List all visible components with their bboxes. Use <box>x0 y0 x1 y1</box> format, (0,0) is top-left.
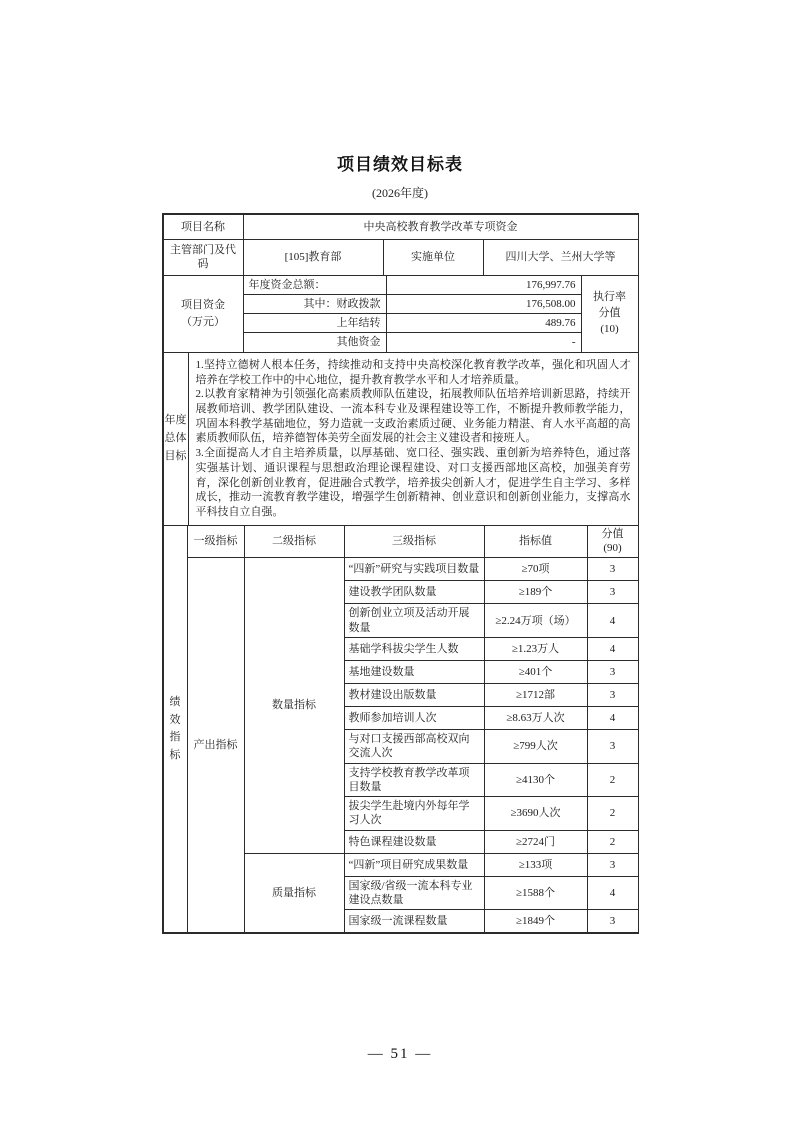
indicator-value: ≥2.24万项（场） <box>484 604 587 638</box>
indicator-score: 3 <box>587 683 638 706</box>
indicator-score: 2 <box>587 763 638 797</box>
indicator-score: 3 <box>587 558 638 581</box>
funding-section-label <box>163 275 243 352</box>
indicators-side-label: 绩效指标 <box>163 525 187 932</box>
indicator-score: 2 <box>587 797 638 831</box>
goal-paragraph: 3.全面提高人才自主培养质量，以厚基础、宽口径、强实践、重创新为培养特色，通过落实强基计划、通识课程与思想政治理论课程建设、对口支援西部地区高校，加强美育劳育，深化创新创业教育，促进融合式教学，培养拔尖创新人才，促进学生自主学习、多样成长，推动一流教育教学建设，增强学生创新精神、创业意识和创新创业能力，支撑高水平科技自立自强。 <box>195 447 631 519</box>
rate-line2: 分值 <box>598 306 621 319</box>
goal-paragraph: 1.坚持立德树人根本任务，持续推动和支持中央高校深化教育教学改革，强化和巩固人才培养在学校工作中的中心地位，提升教育教学水平和人才培养质量。 <box>195 358 631 386</box>
page-subtitle: (2026年度) <box>372 186 428 200</box>
header-level2: 二级指标 <box>244 525 344 558</box>
project-name-row <box>163 215 638 240</box>
indicator-score: 3 <box>587 729 638 763</box>
info-table <box>163 214 639 276</box>
indicator-name: 基地建设数量 <box>344 660 484 683</box>
indicator-name: “四新”研究与实践项目数量 <box>344 558 484 581</box>
level2-quantity-label: 数量指标 <box>244 558 344 853</box>
indicator-name: 基础学科拔尖学生人数 <box>344 637 484 660</box>
indicator-name: “四新”项目研究成果数量 <box>344 853 484 876</box>
indicator-value: ≥4130个 <box>484 763 587 797</box>
funding-row <box>163 275 638 294</box>
annual-goal-text <box>188 352 638 525</box>
indicator-name: 与对口支援西部高校双向交流人次 <box>344 729 484 763</box>
page-title: 项目绩效目标表 <box>337 155 463 174</box>
indicator-score: 3 <box>587 660 638 683</box>
project-name-value: 中央高校教育教学改革专项资金 <box>243 215 638 240</box>
funding-carryover-value: 489.76 <box>386 314 581 333</box>
indicator-value: ≥8.63万人次 <box>484 706 587 729</box>
indicator-value: ≥133项 <box>484 853 587 876</box>
funding-other-value: - <box>386 333 581 352</box>
indicator-score: 4 <box>587 706 638 729</box>
performance-target-table <box>162 213 639 934</box>
level1-output-label: 产出指标 <box>187 558 244 933</box>
header-value: 指标值 <box>484 525 587 558</box>
funding-fiscal-value: 176,508.00 <box>386 294 581 313</box>
rate-line3: (10) <box>600 322 619 335</box>
indicators-header-row <box>163 525 638 558</box>
department-value: [105]教育部 <box>243 240 383 276</box>
indicators-table <box>163 525 639 933</box>
funding-label-line2: （万元） <box>181 315 225 328</box>
indicator-name: 拔尖学生赴境内外每年学习人次 <box>344 797 484 831</box>
indicator-score: 4 <box>587 637 638 660</box>
header-score-line1: 分值 <box>601 527 624 540</box>
funding-table <box>163 275 639 353</box>
indicator-value: ≥3690人次 <box>484 797 587 831</box>
funding-total-label: 年度资金总额： <box>243 275 386 294</box>
department-row <box>163 240 638 276</box>
indicator-name: 支持学校教育教学改革项目数量 <box>344 763 484 797</box>
implementing-unit-label: 实施单位 <box>383 240 483 276</box>
funding-carryover-label: 上年结转 <box>243 314 386 333</box>
annual-goal-table <box>163 352 639 526</box>
department-label: 主管部门及代码 <box>163 240 243 276</box>
indicator-score: 4 <box>587 876 638 910</box>
rate-line1: 执行率 <box>593 290 626 303</box>
indicator-value: ≥1.23万人 <box>484 637 587 660</box>
header-score-line2: (90) <box>603 541 622 554</box>
funding-fiscal-label: 其中：财政拨款 <box>243 294 386 313</box>
indicator-score: 2 <box>587 830 638 853</box>
goal-paragraph: 2.以教育家精神为引领强化高素质教师队伍建设，拓展教师队伍培养培训新思路，持续开展教师培训、教学团队建设、一流本科专业及课程建设等工作，不断提升教师教学能力，巩固本科教学基础地位，努力造就一支政治素质过硬、业务能力精湛、育人水平高超的高素质教师队伍，培养德智体美劳全面发展的社会主义建设者和接班人。 <box>195 388 631 445</box>
project-name-label: 项目名称 <box>163 215 243 240</box>
implementing-unit-value: 四川大学、兰州大学等 <box>483 240 638 276</box>
funding-other-label: 其他资金 <box>243 333 386 352</box>
indicator-name: 创新创业立项及活动开展数量 <box>344 604 484 638</box>
indicator-name: 建设教学团队数量 <box>344 581 484 604</box>
header-level1: 一级指标 <box>187 525 244 558</box>
funding-label-line1: 项目资金 <box>181 299 225 312</box>
indicator-score: 3 <box>587 910 638 933</box>
page-number: — 51 — <box>367 1046 433 1062</box>
indicator-value: ≥401个 <box>484 660 587 683</box>
header-score <box>587 525 638 558</box>
level2-quality-label: 质量指标 <box>244 853 344 933</box>
indicator-value: ≥189个 <box>484 581 587 604</box>
indicator-row <box>163 558 638 581</box>
annual-goal-side-label: 年度总体目标 <box>163 352 188 525</box>
header-level3: 三级指标 <box>344 525 484 558</box>
indicator-score: 3 <box>587 581 638 604</box>
indicator-name: 教材建设出版数量 <box>344 683 484 706</box>
indicator-name: 教师参加培训人次 <box>344 706 484 729</box>
indicator-name: 国家级一流课程数量 <box>344 910 484 933</box>
indicator-value: ≥1712部 <box>484 683 587 706</box>
indicator-name: 特色课程建设数量 <box>344 830 484 853</box>
annual-goal-row <box>163 352 638 525</box>
indicator-score: 4 <box>587 604 638 638</box>
indicator-value: ≥1588个 <box>484 876 587 910</box>
indicator-value: ≥799人次 <box>484 729 587 763</box>
execution-rate-score-cell <box>581 275 638 352</box>
indicator-name: 国家级/省级一流本科专业建设点数量 <box>344 876 484 910</box>
indicator-value: ≥70项 <box>484 558 587 581</box>
indicator-value: ≥1849个 <box>484 910 587 933</box>
indicator-score: 3 <box>587 853 638 876</box>
funding-total-value: 176,997.76 <box>386 275 581 294</box>
indicator-value: ≥2724门 <box>484 830 587 853</box>
